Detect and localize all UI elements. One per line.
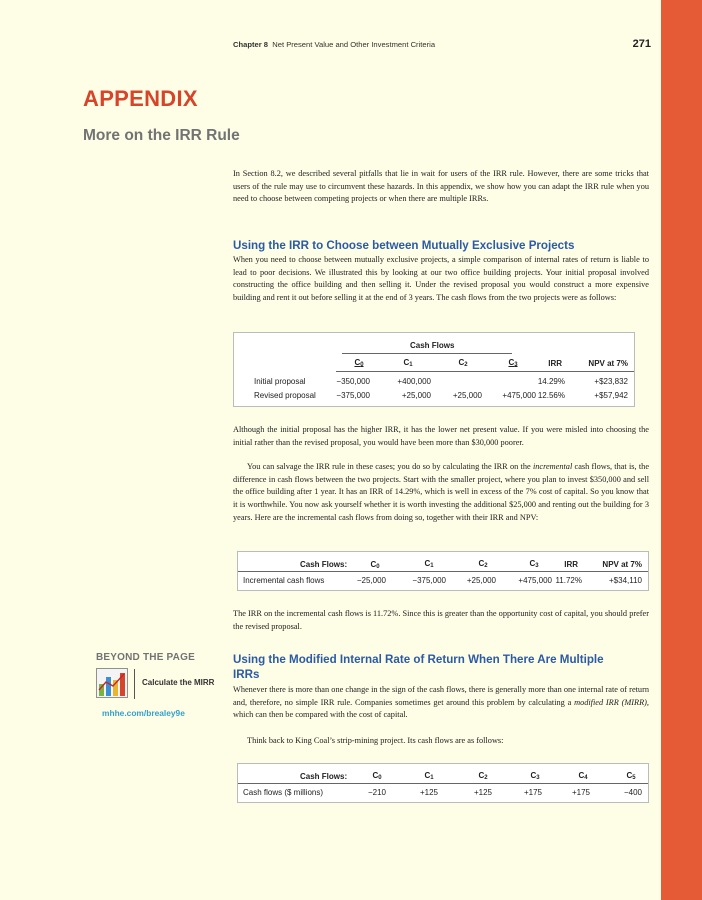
table3-col: $C_0$ [372,771,382,781]
paragraph-incremental: You can salvage the IRR rule in these cases; you do so by calculating the IRR on the incremental cash flows, that is, the difference in cash flows between the two projects. Start with the smaller project, where you plan to invest $350,000 and sell the office building after 1 year. It has an IRR of 14.29%, which is well in excess of the 7% cost of capital. So you know that it is worthwhile. You now ask yourself whether it is worth investing the additional $25,000 and renting out the building for 3 years. Here are the incremental cash flows from doing so, together with their IRR and NPV: [233,462,650,522]
table2-cell: 11.72% [555,576,582,585]
table2-cell: −25,000 [356,576,386,585]
cash-flows-table-1 [233,332,635,407]
table1-cell: −350,000 [336,377,370,386]
incremental-cash-flows-table [237,551,649,591]
table2-col-irr: IRR [564,560,578,569]
running-header [233,40,651,54]
table1-cell: −375,000 [336,391,370,400]
table1-cell: +25,000 [401,391,431,400]
table2-row-label: Incremental cash flows [243,576,325,585]
table1-col-irr: IRR [548,359,562,368]
beyond-the-page-box[interactable] [96,666,220,702]
table3-cell: +125 [419,788,438,797]
table3-col: $C_2$ [478,771,488,781]
table1-header-rule [336,371,634,372]
table3-cell: +125 [473,788,492,797]
table1-group-label: Cash Flows [410,341,455,350]
table1-col-c2: $C_2$ [458,358,468,368]
table2-col-c1: $C_1$ [424,559,434,569]
table1-col-c1: $C_1$ [403,358,413,368]
king-coal-cash-flows-table [237,763,649,803]
table3-col: $C_4$ [578,771,588,781]
table1-cell: +400,000 [397,377,431,386]
table3-cell: −400 [623,788,642,797]
calculate-mirr-link[interactable]: Calculate the MIRR [142,678,215,687]
table2-col-c3: $C_3$ [529,559,539,569]
section2-king-coal: Think back to King Coal’s strip-mining project. Its cash flows are as follows: [247,736,504,745]
table2-col-c2: $C_2$ [478,559,488,569]
right-color-band [661,0,702,900]
intro-paragraph: In Section 8.2, we described several pitfalls that lie in wait for users of the IRR rule. However, there are some tricks that users of the rule may use to circumvent these hazards. In this appendix, we show how you can adapt the IRR rule when you need to choose between competing projects or when there are multiple IRRs. [233,169,649,204]
table3-col: $C_3$ [530,771,540,781]
section-heading-mutually-exclusive: Using the IRR to Choose between Mutually Exclusive Projects [233,239,575,252]
table3-col: $C_1$ [424,771,434,781]
page-number: 271 [632,38,651,50]
table1-col-c0: $C_0$ [354,358,364,368]
table2-header-rule [238,571,648,572]
table1-cell: +$57,942 [594,391,628,400]
table1-cell: 14.29% [537,377,565,386]
table3-cell: +175 [523,788,542,797]
table1-row-label: Revised proposal [254,391,316,400]
table1-group-rule [342,353,512,354]
table2-cell: +25,000 [466,576,496,585]
table3-col: $C_5$ [626,771,636,781]
table2-cell: +$34,110 [609,576,642,585]
table1-row-label: Initial proposal [254,377,306,386]
beyond-url-link[interactable]: mhhe.com/brealey9e [102,708,185,718]
section1-paragraph: When you need to choose between mutually exclusive projects, a simple comparison of internal rates of return is liable to lead to poor decisions. We illustrated this by looking at our two office building projects. Your initial proposal involved constructing the office building and then selling it. Under the revised proposal you would construct a more expensive building and rent it out before selling it at the end of 3 years. The cash flows from the two projects were as follows: [233,255,649,303]
table3-lead-label: Cash Flows: [300,772,348,781]
section2-paragraph: Whenever there is more than one change in the sign of the cash flows, there is generally more than one internal rate of return and, therefore, no simple IRR rule. Companies sometimes get around this problem by calculating a modified IRR (MIRR), which can then be compared with the cost of capital. [233,685,649,720]
table2-cell: +475,000 [518,576,552,585]
spreadsheet-chart-icon [96,668,128,698]
appendix-title: APPENDIX [83,86,198,111]
table3-header-rule [238,783,648,784]
table1-cell: +475,000 [502,391,536,400]
table1-cell: 12.56% [537,391,565,400]
paragraph-lower-npv: Although the initial proposal has the higher IRR, it has the lower net present value. If you were misled into choosing the initial rather than the revised proposal, you would have been more than $30,000 poorer. [233,425,649,447]
beyond-the-page-heading: BEYOND THE PAGE [96,652,195,663]
table1-col-npv: NPV at 7% [588,359,628,368]
table2-col-c0: $C_0$ [370,560,380,570]
table1-cell: +$23,832 [594,377,628,386]
table1-col-c3: $C_3$ [508,358,518,368]
table2-lead-label: Cash Flows: [300,560,348,569]
beyond-separator [134,669,135,699]
section-heading-mirr: Using the Modified Internal Rate of Return When There Are Multiple IRRs [233,653,604,681]
table1-cell: +25,000 [452,391,482,400]
table3-cell: −210 [367,788,386,797]
table3-cell: +175 [571,788,590,797]
chapter-title: Net Present Value and Other Investment Criteria [272,40,436,49]
table2-col-npv: NPV at 7% [602,560,642,569]
chapter-label: Chapter 8 [233,40,269,49]
appendix-subtitle: More on the IRR Rule [83,127,240,144]
table3-row-label: Cash flows ($ millions) [243,788,324,797]
paragraph-irr-conclusion: The IRR on the incremental cash flows is 11.72%. Since this is greater than the opportunity cost of capital, you should prefer the revised proposal. [233,609,649,631]
table2-cell: −375,000 [412,576,446,585]
